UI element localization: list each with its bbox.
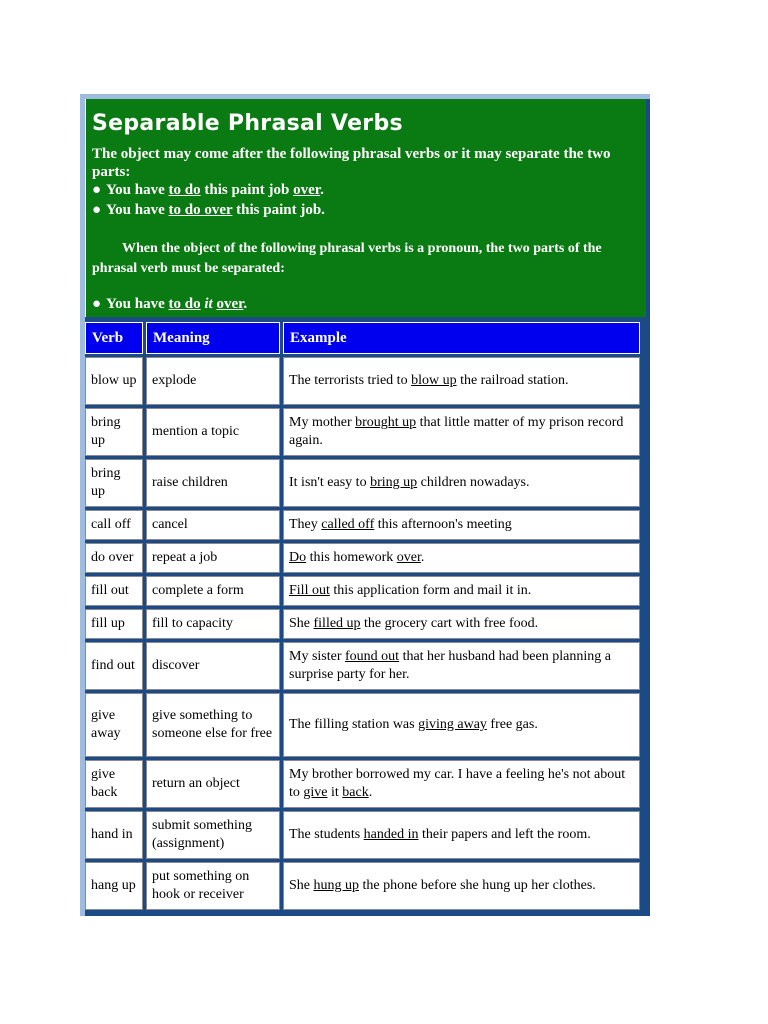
bullet-dot-icon: ●	[92, 182, 102, 198]
example-text: their papers and left the room.	[418, 827, 591, 842]
cell-verb: hand in	[85, 811, 143, 859]
example-text: .	[420, 550, 425, 565]
table-row	[85, 862, 640, 910]
underlined-phrase: giving away	[418, 717, 487, 732]
intro-text: The object may come after the following phrasal verbs or it may separate the two parts:	[92, 146, 611, 180]
header-meaning: Meaning	[146, 322, 280, 354]
example-text: the grocery cart with free food.	[360, 616, 539, 631]
example-text: it	[327, 785, 343, 800]
table-body	[85, 357, 640, 910]
underlined-phrase: handed in	[363, 827, 419, 842]
underlined-phrase: bring up	[370, 475, 418, 490]
example-text: You have	[106, 202, 169, 218]
cell-verb: do over	[85, 543, 143, 573]
bullet-1	[92, 181, 324, 199]
cell-example	[283, 609, 640, 639]
table-row	[85, 642, 640, 690]
bullet-dot-icon: ●	[92, 296, 102, 312]
example-text: She	[289, 878, 314, 893]
cell-verb: fill up	[85, 609, 143, 639]
page-frame	[80, 94, 650, 916]
cell-verb: call off	[85, 510, 143, 540]
cell-example	[283, 862, 640, 910]
cell-meaning: return an object	[146, 760, 280, 808]
example-text: this paint job	[200, 182, 294, 198]
example-text: free gas.	[486, 717, 538, 732]
page-title: Separable Phrasal Verbs	[92, 111, 403, 136]
cell-example	[283, 693, 640, 757]
bullet-pronoun-pre: You have	[106, 296, 169, 312]
cell-meaning: repeat a job	[146, 543, 280, 573]
underlined-phrase: blow up	[411, 373, 457, 388]
example-text: that her husband had been planning a surprise party for her.	[289, 649, 611, 682]
example-text: The students	[289, 827, 364, 842]
example-text: this afternoon's meeting	[374, 517, 512, 532]
cell-verb: bring up	[85, 408, 143, 456]
cell-meaning: put something on hook or receiver	[146, 862, 280, 910]
underlined-phrase: to do	[168, 182, 201, 198]
cell-verb: bring up	[85, 459, 143, 507]
cell-example	[283, 576, 640, 606]
underlined-phrase: to do over	[168, 202, 233, 218]
example-text: My brother borrowed my car. I have a feeling he's not about to	[289, 767, 626, 800]
example-text: My mother	[289, 415, 356, 430]
example-text: .	[368, 785, 373, 800]
cell-meaning: fill to capacity	[146, 609, 280, 639]
bullet-pronoun-object: it	[204, 296, 213, 312]
cell-example	[283, 408, 640, 456]
underlined-phrase: hung up	[313, 878, 359, 893]
content-area	[85, 99, 646, 916]
example-text: the railroad station.	[456, 373, 569, 388]
underlined-phrase: over	[293, 182, 321, 198]
cell-meaning: explode	[146, 357, 280, 405]
example-text: this paint job.	[232, 202, 325, 218]
cell-meaning: raise children	[146, 459, 280, 507]
example-text: children nowadays.	[417, 475, 530, 490]
cell-meaning: cancel	[146, 510, 280, 540]
pronoun-note: When the object of the following phrasal verbs is a pronoun, the two parts of the phrasal verb must be separated:	[92, 241, 602, 276]
table-row	[85, 543, 640, 573]
bullet-dot-icon: ●	[92, 202, 102, 218]
example-text: this application form and mail it in.	[329, 583, 532, 598]
bullet-text	[106, 182, 324, 198]
underlined-phrase: back	[342, 785, 369, 800]
table-row	[85, 576, 640, 606]
table-row	[85, 609, 640, 639]
example-text: My sister	[289, 649, 345, 664]
example-text: that little matter of my prison record again.	[289, 415, 624, 448]
table-row	[85, 510, 640, 540]
underlined-phrase: Do	[289, 550, 307, 565]
cell-example	[283, 811, 640, 859]
bullet-pronoun-particle: over	[216, 296, 244, 312]
example-text: You have	[106, 182, 169, 198]
cell-verb: give away	[85, 693, 143, 757]
cell-meaning: mention a topic	[146, 408, 280, 456]
table-row	[85, 357, 640, 405]
example-text: this homework	[306, 550, 397, 565]
table-header-row	[85, 322, 640, 354]
intro-panel	[85, 99, 646, 317]
cell-meaning: give something to someone else for free	[146, 693, 280, 757]
table-row	[85, 760, 640, 808]
bullet-2	[92, 201, 325, 219]
example-text: It isn't easy to	[289, 475, 371, 490]
table-row	[85, 693, 640, 757]
cell-verb: give back	[85, 760, 143, 808]
cell-verb: hang up	[85, 862, 143, 910]
cell-example	[283, 642, 640, 690]
table-row	[85, 459, 640, 507]
cell-meaning: complete a form	[146, 576, 280, 606]
underlined-phrase: brought up	[355, 415, 417, 430]
underlined-phrase: filled up	[313, 616, 361, 631]
header-verb: Verb	[85, 322, 143, 354]
cell-verb: fill out	[85, 576, 143, 606]
example-text: The filling station was	[289, 717, 419, 732]
table-row	[85, 408, 640, 456]
underlined-phrase: found out	[345, 649, 400, 664]
underlined-phrase: called off	[321, 517, 375, 532]
cell-example	[283, 357, 640, 405]
cell-meaning: submit something (assignment)	[146, 811, 280, 859]
cell-example	[283, 543, 640, 573]
underlined-phrase: Fill out	[289, 583, 330, 598]
table-row	[85, 811, 640, 859]
example-text: They	[289, 517, 322, 532]
cell-example	[283, 760, 640, 808]
cell-verb: blow up	[85, 357, 143, 405]
underlined-phrase: give	[303, 785, 328, 800]
bullet-pronoun-verb: to do	[168, 296, 201, 312]
example-text: The terrorists tried to	[289, 373, 412, 388]
cell-example	[283, 510, 640, 540]
header-example: Example	[283, 322, 640, 354]
cell-verb: find out	[85, 642, 143, 690]
bullet-pronoun	[92, 295, 247, 313]
example-text: She	[289, 616, 314, 631]
cell-meaning: discover	[146, 642, 280, 690]
underlined-phrase: over	[396, 550, 421, 565]
bullet-pronoun-post: .	[243, 296, 248, 312]
bullet-text	[106, 202, 325, 218]
example-text: the phone before she hung up her clothes.	[359, 878, 596, 893]
example-text: .	[320, 182, 324, 198]
phrasal-verbs-table	[82, 319, 643, 913]
cell-example	[283, 459, 640, 507]
